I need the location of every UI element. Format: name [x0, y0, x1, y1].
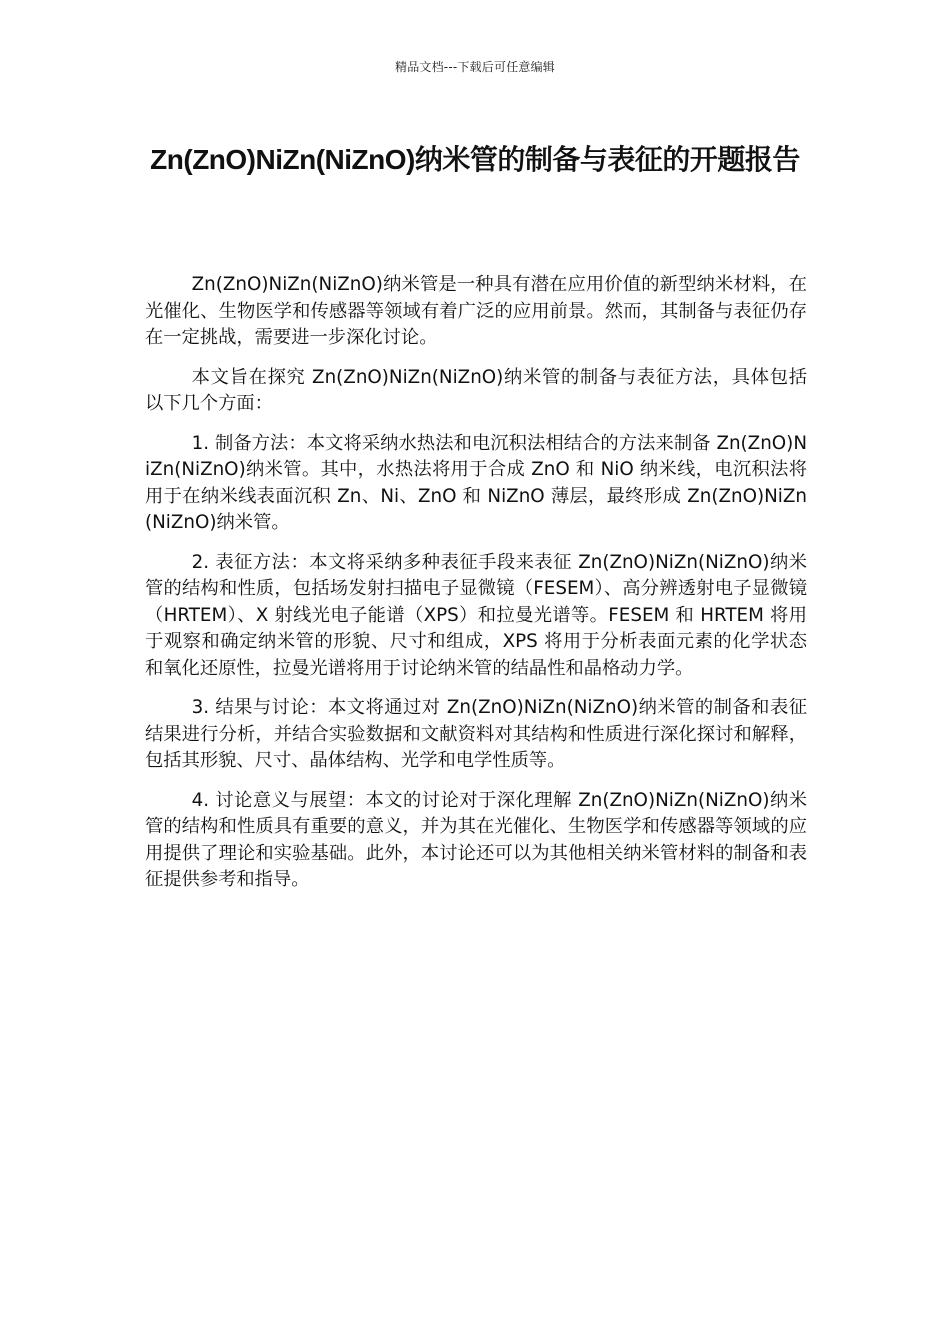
paragraph-results-discussion: 3. 结果与讨论：本文将通过对 Zn(ZnO)NiZn(NiZnO)纳米管的制备和表征结果进行分析，并结合实验数据和文献资料对其结构和性质进行深化探讨和解释，包括其形貌、尺寸、晶体结构、光学和电学性质等。 — [145, 697, 807, 771]
paragraph-intro: Zn(ZnO)NiZn(NiZnO)纳米管是一种具有潜在应用价值的新型纳米材料，在光催化、生物医学和传感器等领域有着广泛的应用前景。然而，其制备与表征仍存在一定挑战，需要进一步深化讨论。 — [145, 274, 807, 348]
document-title: Zn(ZnO)NiZn(NiZnO)纳米管的制备与表征的开题报告 — [150, 144, 800, 175]
page-header-note: 精品文档---下载后可任意编辑 — [395, 60, 555, 74]
paragraph-significance-outlook: 4. 讨论意义与展望：本文的讨论对于深化理解 Zn(ZnO)NiZn(NiZnO)纳米管的结构和性质具有重要的意义，并为其在光催化、生物医学和传感器等领域的应用提供了理论和实验基础。此外，本讨论还可以为其他相关纳米管材料的制备和表征提供参考和指导。 — [145, 789, 807, 890]
paragraph-aim: 本文旨在探究 Zn(ZnO)NiZn(NiZnO)纳米管的制备与表征方法，具体包括以下几个方面： — [145, 366, 807, 414]
document-body — [145, 272, 807, 907]
paragraph-preparation-method: 1. 制备方法：本文将采纳水热法和电沉积法相结合的方法来制备 Zn(ZnO)NiZn(NiZnO)纳米管。其中，水热法将用于合成 ZnO 和 NiO 纳米线，电沉积法将用于在纳米线表面沉积 Zn、Ni、ZnO 和 NiZnO 薄层，最终形成 Zn(ZnO)NiZn(NiZnO)纳米管。 — [145, 432, 807, 533]
paragraph-characterization-method: 2. 表征方法：本文将采纳多种表征手段来表征 Zn(ZnO)NiZn(NiZnO)纳米管的结构和性质，包括场发射扫描电子显微镜（FESEM）、高分辨透射电子显微镜（HRTEM）、X 射线光电子能谱（XPS）和拉曼光谱等。FESEM 和 HRTEM 将用于观察和确定纳米管的形貌、尺寸和组成，XPS 将用于分析表面元素的化学状态和氧化还原性，拉曼光谱将用于讨论纳米管的结晶性和晶格动力学。 — [145, 551, 807, 679]
